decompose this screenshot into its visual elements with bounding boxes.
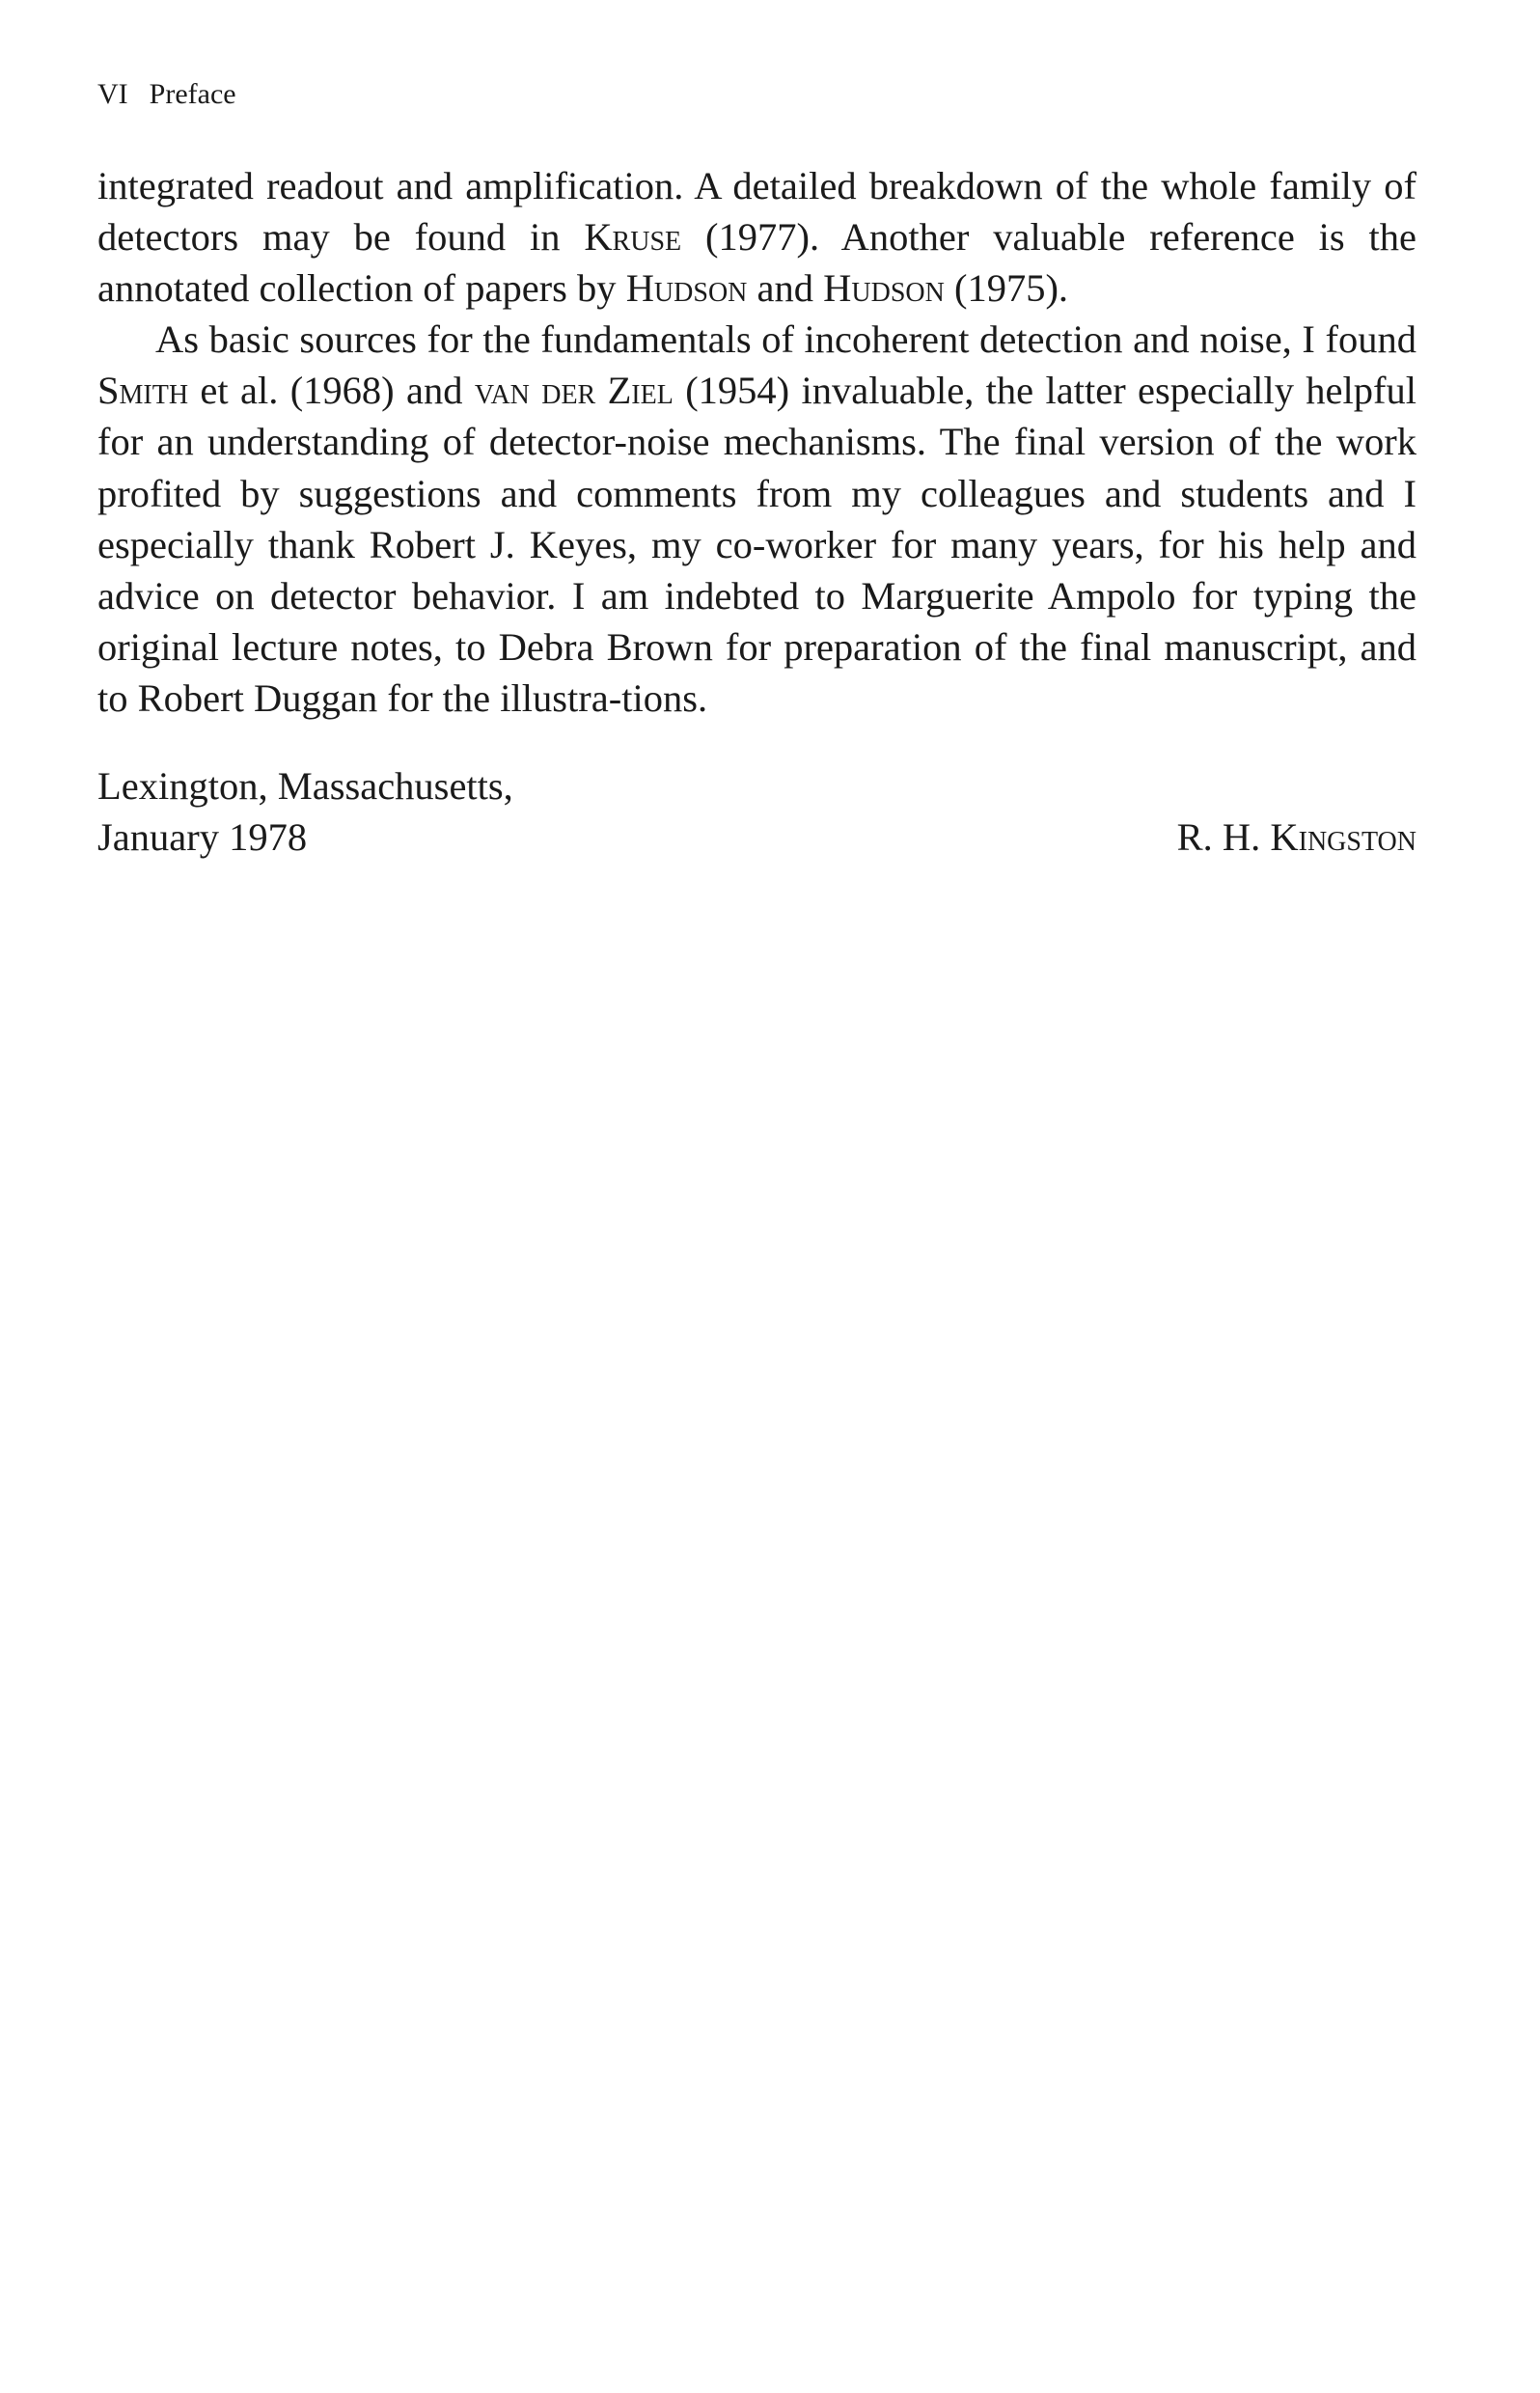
signoff-place: Lexington, Massachusetts, bbox=[97, 764, 513, 808]
signoff-row bbox=[97, 811, 1416, 863]
author-name-hudson: Hudson bbox=[625, 266, 748, 311]
signoff-date: January 1978 bbox=[97, 815, 308, 860]
signoff-author: R. H. Kingston bbox=[1176, 815, 1416, 860]
running-head-title: Preface bbox=[149, 78, 236, 110]
running-head bbox=[97, 75, 236, 114]
text-run: (1954) invaluable, the latter especially helpful for an understanding of detector-noise mechanisms. The final version of the work profited by suggestions and comments from my colleagues and students and I especially thank Robert J. Keyes, my co-worker for many years, for his help and advice on detector behavior. I am indebted to Marguerite Ampolo for typing the original lecture notes, to Debra Brown for preparation of the final manuscript, and to Robert Duggan for the illustra-tions. bbox=[97, 369, 1416, 720]
author-name-smith: Smith bbox=[97, 369, 189, 413]
text-run: (1977). Another valuable reference is the annotated collection of papers by bbox=[97, 215, 1416, 311]
author-name-van-der-ziel: van der Ziel bbox=[474, 369, 674, 413]
signoff bbox=[97, 760, 1416, 863]
paragraph-acknowledgements bbox=[97, 314, 1416, 724]
text-run: As basic sources for the fundamentals of incoherent detection and noise, I found bbox=[155, 317, 1416, 362]
body-text bbox=[97, 160, 1416, 724]
text-run: et al. (1968) and bbox=[188, 369, 475, 413]
text-run: and bbox=[747, 266, 824, 311]
page-number: VI bbox=[97, 78, 128, 110]
text-run: (1975). bbox=[944, 266, 1069, 311]
text-run: integrated readout and amplification. A detailed breakdown of the whole family of detectors may be found in bbox=[97, 164, 1416, 260]
author-name-kruse: Kruse bbox=[584, 215, 682, 260]
paragraph-references bbox=[97, 160, 1416, 314]
author-name-hudson: Hudson bbox=[823, 266, 945, 311]
